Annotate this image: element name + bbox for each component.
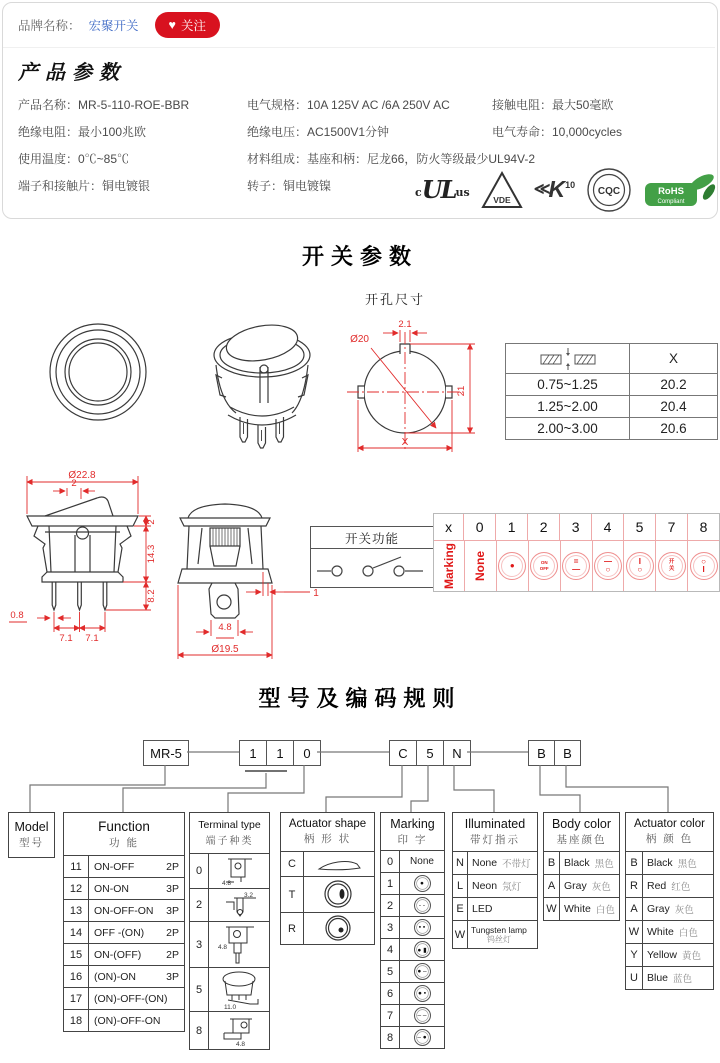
table-row: 7 – – bbox=[381, 1004, 444, 1026]
svg-text:2: 2 bbox=[146, 519, 157, 525]
svg-text:Ø22.8: Ø22.8 bbox=[68, 470, 96, 481]
marking-icon-3: = — bbox=[562, 552, 590, 580]
spec-item: 接触电阻：最大50毫欧 bbox=[492, 98, 614, 112]
function-table: Function 功 能 11 ON-OFF 2P 12 ON-ON 3P 13 ON-OFF-ON 3P 14 OFF -(ON) 2P 15 ON-(OFF) 2P 16 (ON)-ON 3P 17 (ON)-OFF-(ON) 18 (ON)-OFF-ON bbox=[63, 812, 185, 1032]
vde-cert-icon bbox=[481, 170, 523, 210]
marking-glyph: ● bbox=[414, 875, 431, 892]
svg-text:4.8: 4.8 bbox=[222, 880, 232, 887]
table-row: R Red 红色 bbox=[626, 874, 713, 897]
marking-none: None bbox=[473, 551, 488, 581]
svg-text:7.1: 7.1 bbox=[85, 633, 99, 644]
table-row: 1 ● bbox=[381, 872, 444, 894]
switch-function-box bbox=[310, 526, 434, 588]
cqc-cert-icon bbox=[586, 167, 632, 213]
table-row: R bbox=[281, 912, 374, 944]
table-row: Y Yellow 黄色 bbox=[626, 943, 713, 966]
brand-bar bbox=[18, 12, 220, 38]
table-row: 16 (ON)-ON 3P bbox=[64, 965, 184, 987]
hole-size-label: 开孔尺寸 bbox=[364, 292, 425, 307]
table-row: E LED bbox=[453, 897, 537, 920]
switch-3d-drawing bbox=[192, 303, 327, 458]
circuit-symbol bbox=[311, 549, 431, 586]
front-view-drawing bbox=[5, 452, 160, 662]
terminal-type-table: Terminal type 端子种类 0 4.8 2 3.2 3 4.8 5 11.0 8 4.8 bbox=[189, 812, 270, 1050]
svg-text:11.0: 11.0 bbox=[224, 1004, 237, 1010]
svg-text:4.8: 4.8 bbox=[236, 1041, 246, 1048]
table-row: 0.75~1.25 20.2 bbox=[506, 373, 717, 395]
panel-thickness-table bbox=[505, 343, 718, 440]
table-row: 14 OFF -(ON) 2P bbox=[64, 921, 184, 943]
model-table: Model 型号 bbox=[8, 812, 55, 858]
table-row: 13 ON-OFF-ON 3P bbox=[64, 899, 184, 921]
table-row: N None 不带灯 bbox=[453, 852, 537, 874]
table-row: 12 ON-ON 3P bbox=[64, 877, 184, 899]
table-row: 8 4.8 bbox=[190, 1011, 269, 1049]
table-row: 1.25~2.00 20.4 bbox=[506, 395, 717, 417]
table-row: 4 ● ▮ bbox=[381, 938, 444, 960]
spec-item: 绝缘电压：AC1500V1分钟 bbox=[247, 125, 390, 139]
spec-item: 电气寿命：10,000cycles bbox=[492, 125, 623, 139]
heart-icon: ♥ bbox=[168, 18, 176, 32]
terminal-3-drawing bbox=[210, 923, 268, 966]
actuator-color-table: Actuator color 柄 颜 色 B Black 黑色 R Red 红色 A Gray 灰色 W White 白色 Y Yellow 黄色 U Blue 蓝色 bbox=[625, 812, 714, 990]
hole-dimension-drawing bbox=[333, 300, 485, 460]
follow-button[interactable] bbox=[155, 12, 220, 38]
certification-icons bbox=[415, 166, 717, 214]
terminal-8-drawing bbox=[210, 1013, 268, 1048]
svg-text:CQC: CQC bbox=[597, 186, 621, 197]
svg-text:VDE: VDE bbox=[492, 195, 511, 205]
spec-item: 端子和接触片：铜电镀银 bbox=[18, 179, 151, 193]
table-row: 18 (ON)-OFF-ON bbox=[64, 1009, 184, 1031]
svg-text:RoHS: RoHS bbox=[658, 186, 684, 197]
table-row: 3 ▪ ▪ bbox=[381, 916, 444, 938]
follow-button-label: 关注 bbox=[180, 19, 206, 33]
table-row: 6 ● ▪ bbox=[381, 982, 444, 1004]
table-row: T bbox=[281, 876, 374, 912]
terminal-0-drawing bbox=[210, 855, 268, 887]
marking-code-table: Marking 印 字 0 None 1 ● 2 - - 3 ▪ ▪ 4 ● ▮ 5 ● – 6 ● ▪ 7 – – 8 – ● bbox=[380, 812, 445, 1049]
table-row: x 0 1 2 3 4 5 7 8 bbox=[434, 514, 719, 541]
code-connector-lines bbox=[0, 735, 720, 815]
terminal-5-drawing bbox=[210, 969, 268, 1010]
switch-function-title: 开关功能 bbox=[311, 527, 433, 549]
svg-text:21: 21 bbox=[456, 385, 467, 397]
spec-item: 使用温度：0℃~85℃ bbox=[18, 152, 130, 166]
marking-icon-4: — ○ bbox=[594, 552, 622, 580]
svg-text:1: 1 bbox=[313, 588, 319, 599]
brand-name-link[interactable]: 宏聚开关 bbox=[88, 19, 139, 33]
table-row bbox=[506, 344, 717, 373]
table-row: B Black 黑色 bbox=[626, 852, 713, 874]
divider bbox=[3, 47, 715, 48]
table-row: W White 白色 bbox=[626, 920, 713, 943]
marking-icon-8: ○ I bbox=[690, 552, 718, 580]
table-row: 0 4.8 bbox=[190, 854, 269, 888]
table-row: 15 ON-(OFF) 2P bbox=[64, 943, 184, 965]
table-row: W White 白色 bbox=[544, 897, 619, 920]
actuator-shape-table: Actuator shape 柄 形 状 C T R bbox=[280, 812, 375, 945]
marking-icon-7: 开 关 bbox=[658, 552, 686, 580]
brand-label: 品牌名称： bbox=[18, 19, 81, 33]
svg-text:Compliant: Compliant bbox=[657, 199, 685, 205]
table-row: 5 ● – bbox=[381, 960, 444, 982]
product-params-title: 产品参数 bbox=[18, 60, 126, 84]
svg-text:8.2: 8.2 bbox=[146, 589, 157, 603]
table-row: W Tungsten lamp 钨丝灯 bbox=[453, 920, 537, 948]
table-row: C bbox=[281, 852, 374, 876]
table-row: 2 3.2 bbox=[190, 888, 269, 921]
svg-text:Ø19.5: Ø19.5 bbox=[211, 644, 239, 655]
spec-item: 材料组成：基座和柄：尼龙66，防火等级最少UL94V-2 bbox=[247, 152, 536, 166]
shape-c-drawing bbox=[311, 854, 367, 874]
rohs-cert-icon bbox=[643, 168, 717, 212]
table-row: U Blue 蓝色 bbox=[626, 966, 713, 989]
table-row: 17 (ON)-OFF-(ON) bbox=[64, 987, 184, 1009]
spec-item: 绝缘电阻：最小100兆欧 bbox=[18, 125, 147, 139]
marking-icon-1: ● bbox=[498, 552, 526, 580]
svg-text:X: X bbox=[401, 437, 409, 448]
table-row: 3 4.8 bbox=[190, 921, 269, 967]
svg-text:3.2: 3.2 bbox=[244, 892, 254, 899]
table-row: 2.00~3.00 20.6 bbox=[506, 417, 717, 439]
table-row: 0 None bbox=[381, 851, 444, 872]
marking-glyph: ▪ ▪ bbox=[414, 919, 431, 936]
marking-icon-5: I ○ bbox=[626, 552, 654, 580]
spec-item: 转子：铜电镀镍 bbox=[247, 179, 332, 193]
side-view-drawing bbox=[158, 452, 330, 667]
svg-text:4.8: 4.8 bbox=[218, 944, 228, 951]
body-color-table: Body color 基座颜色 B Black 黑色 A Gray 灰色 W White 白色 bbox=[543, 812, 620, 921]
code-group-color: B B bbox=[528, 740, 581, 766]
code-prefix-box: MR-5 bbox=[143, 740, 189, 766]
table-row bbox=[434, 541, 719, 591]
svg-text:7.1: 7.1 bbox=[59, 633, 73, 644]
marking-glyph: ● ▮ bbox=[414, 941, 431, 958]
table-row: A Gray 灰色 bbox=[626, 897, 713, 920]
terminal-2-drawing bbox=[210, 890, 268, 920]
panel-thickness-icon bbox=[533, 347, 603, 371]
svg-text:Ø20: Ø20 bbox=[350, 334, 369, 345]
spec-item: 产品名称：MR-5-110-ROE-BBR bbox=[18, 98, 190, 112]
svg-text:0.8: 0.8 bbox=[10, 610, 24, 621]
column-header-x: X bbox=[668, 351, 678, 366]
enec-cert-icon: ≪ K 10 bbox=[533, 176, 576, 202]
code-group-style: C 5 N bbox=[389, 740, 471, 766]
spec-item: 电气规格：10A 125V AC /6A 250V AC bbox=[247, 98, 450, 112]
table-row: B Black 黑色 bbox=[544, 852, 619, 874]
switch-params-title: 开关参数 bbox=[301, 244, 418, 269]
svg-text:4.8: 4.8 bbox=[218, 622, 232, 633]
marking-icon-2: ON OFF bbox=[530, 552, 558, 580]
marking-row-label: Marking bbox=[442, 542, 457, 590]
ul-cert-icon: c UL us bbox=[415, 175, 470, 204]
table-row: 5 11.0 bbox=[190, 967, 269, 1011]
table-row: 8 – ● bbox=[381, 1026, 444, 1048]
marking-glyph: - - bbox=[414, 897, 431, 914]
svg-text:2: 2 bbox=[71, 478, 77, 489]
shape-t-drawing bbox=[311, 878, 367, 911]
table-row: 2 - - bbox=[381, 894, 444, 916]
marking-glyph: ● ▪ bbox=[414, 985, 431, 1002]
table-row: A Gray 灰色 bbox=[544, 874, 619, 897]
shape-r-drawing bbox=[311, 914, 367, 943]
switch-ring-drawing bbox=[42, 316, 154, 428]
table-row: 11 ON-OFF 2P bbox=[64, 856, 184, 877]
marking-options-table bbox=[433, 513, 720, 592]
code-group-function: 1 1 0 bbox=[239, 740, 321, 766]
illuminated-table: Illuminated 带灯指示 N None 不带灯 L Neon 氖灯 E LED W Tungsten lamp 钨丝灯 bbox=[452, 812, 538, 949]
marking-glyph: – – bbox=[414, 1007, 431, 1024]
svg-text:2.1: 2.1 bbox=[398, 319, 412, 330]
table-row: L Neon 氖灯 bbox=[453, 874, 537, 897]
svg-text:14.3: 14.3 bbox=[146, 544, 157, 564]
marking-glyph: – ● bbox=[414, 1029, 431, 1046]
marking-glyph: ● – bbox=[414, 963, 431, 980]
model-coding-title: 型号及编码规则 bbox=[258, 686, 462, 711]
